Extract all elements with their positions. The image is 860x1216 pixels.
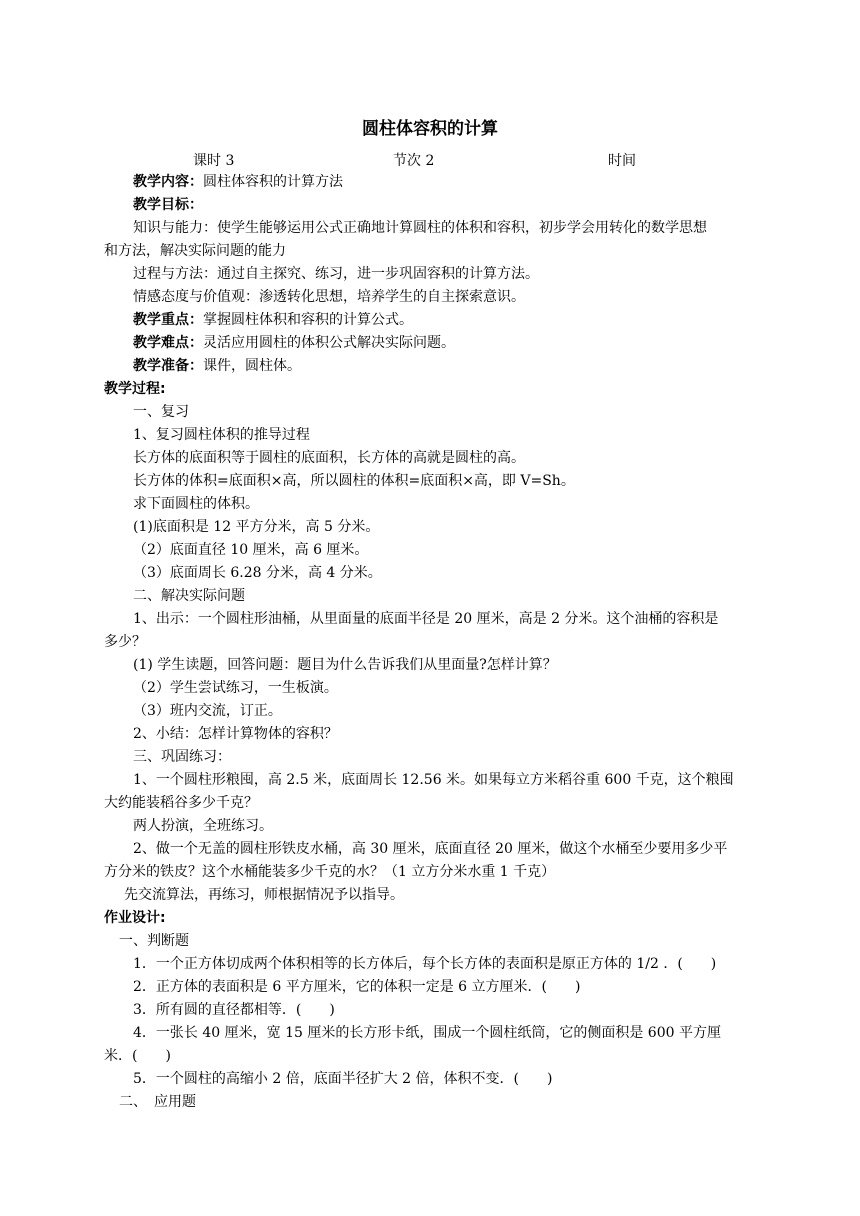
teaching-content (133, 172, 343, 192)
review-heading: 一、复习 (133, 404, 189, 420)
teaching-difficulty-label: 教学难点： (133, 335, 203, 351)
judge-item-4b: 米．( ) (104, 1048, 171, 1064)
judge-item-1: 1．一个正方体切成两个体积相等的长方体后，每个长方体的表面积是原正方体的 1/2 ．( ) (133, 956, 717, 972)
practice-line-1a: 1、一个圆柱形粮囤，高 2.5 米，底面周长 12.56 米。如果每立方米稻谷重 600 千克，这个粮囤 (133, 772, 734, 788)
practice-line-2: 两人扮演，全班练习。 (133, 818, 273, 834)
teaching-key-text: 掌握圆柱体积和容积的计算公式。 (203, 312, 413, 328)
judge-item-3: 3．所有圆的直径都相等．( ) (133, 1002, 335, 1018)
teaching-preparation-text: 课件，圆柱体。 (203, 358, 301, 374)
judge-item-5: 5．一个圆柱的高缩小 2 倍，底面半径扩大 2 倍，体积不变．( ) (133, 1071, 553, 1087)
section-number: 节次 2 (393, 153, 435, 169)
solve-line-5: 2、小结：怎样计算物体的容积？ (133, 726, 338, 742)
review-line-7: （3）底面周长 6.28 分米，高 4 分米。 (133, 565, 382, 581)
teaching-process-heading: 教学过程: (104, 381, 166, 397)
goal-attitude: 情感态度与价值观：渗透转化思想，培养学生的自主探索意识。 (133, 289, 525, 305)
review-line-2: 长方体的底面积等于圆柱的底面积，长方体的高就是圆柱的高。 (133, 450, 525, 466)
solve-line-1a: 1、出示：一个圆柱形油桶，从里面量的底面半径是 20 厘米，高是 2 分米。这个油桶的容积是 (133, 611, 719, 627)
lesson-count: 课时 3 (193, 153, 235, 169)
solve-line-4: （3）班内交流，订正。 (133, 703, 282, 719)
review-line-1: 1、复习圆柱体积的推导过程 (133, 427, 310, 443)
solve-line-3: （2）学生尝试练习，一生板演。 (133, 680, 338, 696)
teaching-content-label: 教学内容： (133, 174, 203, 190)
judge-item-4a: 4．一张长 40 厘米，宽 15 厘米的长方形卡纸，围成一个圆柱纸筒，它的侧面积是 600 平方厘 (133, 1025, 721, 1041)
judge-item-2: 2．正方体的表面积是 6 平方厘米，它的体积一定是 6 立方厘米．( ) (133, 979, 581, 995)
teaching-content-text: 圆柱体容积的计算方法 (203, 174, 343, 190)
goal-process: 过程与方法：通过自主探究、练习，进一步巩固容积的计算方法。 (133, 266, 539, 282)
review-line-5: (1)底面积是 12 平方分米，高 5 分米。 (133, 519, 380, 535)
solve-line-2: (1) 学生读题，回答问题：题目为什么告诉我们从里面量?怎样计算？ (133, 657, 557, 673)
time-label: 时间 (608, 153, 636, 169)
teaching-difficulty (133, 333, 455, 353)
practice-line-4: 先交流算法，再练习，师根据情况予以指导。 (124, 887, 404, 903)
goal-knowledge-line-2: 和方法，解决实际问题的能力 (104, 243, 286, 259)
teaching-preparation-label: 教学准备： (133, 358, 203, 374)
teaching-key-point (133, 310, 413, 330)
solve-heading: 二、解决实际问题 (133, 588, 245, 604)
practice-heading: 三、巩固练习： (133, 749, 231, 765)
teaching-preparation (133, 356, 301, 376)
judge-heading: 一、判断题 (119, 933, 189, 949)
practice-line-3a: 2、做一个无盖的圆柱形铁皮水桶，高 30 厘米，底面直径 20 厘米，做这个水桶至少要用多少平 (133, 841, 728, 857)
review-line-3: 长方体的体积=底面积×高，所以圆柱的体积=底面积×高，即 V=Sh。 (133, 473, 575, 489)
goal-knowledge-line-1: 知识与能力：使学生能够运用公式正确地计算圆柱的体积和容积，初步学会用转化的数学思想 (133, 220, 707, 236)
document-title: 圆柱体容积的计算 (362, 119, 498, 139)
review-line-4: 求下面圆柱的体积。 (133, 496, 259, 512)
review-line-6: （2）底面直径 10 厘米，高 6 厘米。 (133, 542, 369, 558)
practice-line-1b: 大约能装稻谷多少千克？ (104, 795, 258, 811)
practice-line-3b: 方分米的铁皮？这个水桶能装多少千克的水？（1 立方分米水重 1 千克） (104, 864, 556, 880)
apply-heading: 二、 应用题 (119, 1094, 196, 1110)
homework-heading: 作业设计: (104, 910, 166, 926)
teaching-difficulty-text: 灵活应用圆柱的体积公式解决实际问题。 (203, 335, 455, 351)
solve-line-1b: 多少？ (104, 634, 146, 650)
teaching-key-label: 教学重点： (133, 312, 203, 328)
teaching-goals-heading: 教学目标： (133, 197, 203, 213)
